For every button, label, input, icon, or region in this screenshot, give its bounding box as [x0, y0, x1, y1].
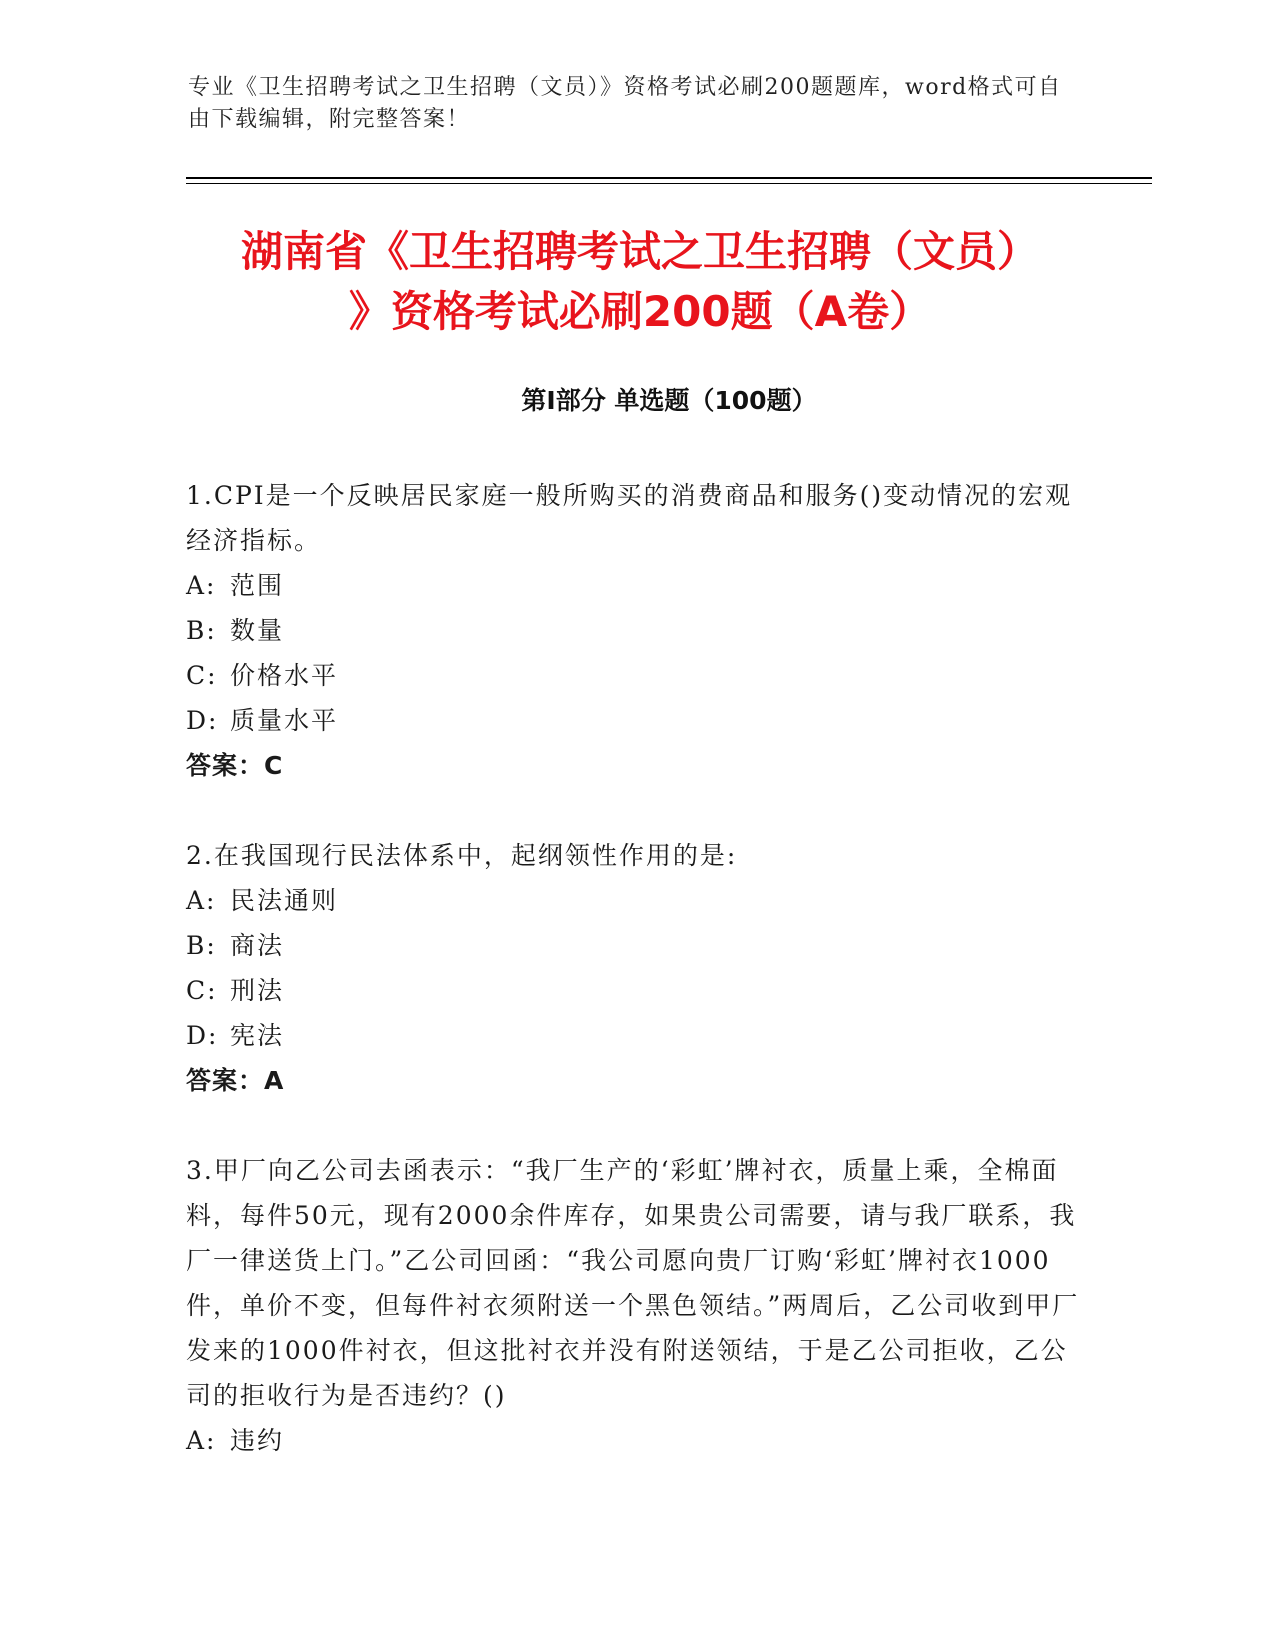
option-key: B: — [186, 616, 217, 645]
option-text: 民法通则 — [230, 886, 339, 915]
option-a — [186, 1418, 1086, 1463]
question-stem: 1.CPI是一个反映居民家庭一般所购买的消费商品和服务()变动情况的宏观经济指标。 — [186, 481, 1073, 555]
option-c — [186, 653, 1086, 698]
option-c — [186, 968, 1086, 1013]
option-text: 质量水平 — [230, 706, 339, 735]
option-d — [186, 1013, 1086, 1058]
option-b — [186, 608, 1086, 653]
section-title: 第Ⅰ部分 单选题（100题） — [521, 386, 817, 415]
question-stem: 3.甲厂向乙公司去函表示：“我厂生产的‘彩虹’牌衬衣，质量上乘，全棉面料，每件50元，现有2000余件库存，如果贵公司需要，请与我厂联系，我厂一律送货上门。”乙公司回函：“我公司愿向贵厂订购‘彩虹’牌衬衣1000件，单价不变，但每件衬衣须附送一个黑色领结。”两周后，乙公司收到甲厂发来的1000件衬衣，但这批衬衣并没有附送领结，于是乙公司拒收，乙公司的拒收行为是否违约？() — [186, 1156, 1080, 1410]
option-text: 商法 — [230, 931, 285, 960]
option-key: D: — [186, 706, 219, 735]
document-title — [160, 222, 1120, 342]
option-text: 刑法 — [230, 976, 285, 1005]
question-3 — [186, 1148, 1086, 1463]
option-text: 数量 — [230, 616, 285, 645]
question-spacer — [186, 788, 1086, 833]
option-text: 价格水平 — [230, 661, 339, 690]
title-line-1: 湖南省《卫生招聘考试之卫生招聘（文员） — [240, 227, 1039, 276]
question-spacer — [186, 1103, 1086, 1148]
option-key: D: — [186, 1021, 219, 1050]
question-1 — [186, 473, 1086, 788]
header-note: 专业《卫生招聘考试之卫生招聘（文员）》资格考试必刷200题题库，word格式可自由下载编辑，附完整答案！ — [188, 75, 1062, 132]
title-line-2: 》资格考试必刷200题（A卷） — [348, 287, 932, 336]
header-divider-thin — [186, 183, 1152, 184]
option-key: B: — [186, 931, 217, 960]
option-key: A: — [186, 886, 217, 915]
question-list — [186, 473, 1086, 1463]
option-text: 宪法 — [230, 1021, 285, 1050]
question-stem: 2.在我国现行民法体系中，起纲领性作用的是: — [186, 841, 738, 870]
option-d — [186, 698, 1086, 743]
option-key: A: — [186, 571, 217, 600]
option-key: C: — [186, 661, 218, 690]
header-divider-thick — [186, 177, 1152, 179]
option-text: 范围 — [230, 571, 285, 600]
answer-line: 答案：A — [186, 1066, 285, 1095]
question-2 — [186, 833, 1086, 1103]
answer-line: 答案：C — [186, 751, 284, 780]
option-a — [186, 563, 1086, 608]
option-text: 违约 — [230, 1426, 285, 1455]
option-key: A: — [186, 1426, 217, 1455]
option-a — [186, 878, 1086, 923]
option-b — [186, 923, 1086, 968]
option-key: C: — [186, 976, 218, 1005]
